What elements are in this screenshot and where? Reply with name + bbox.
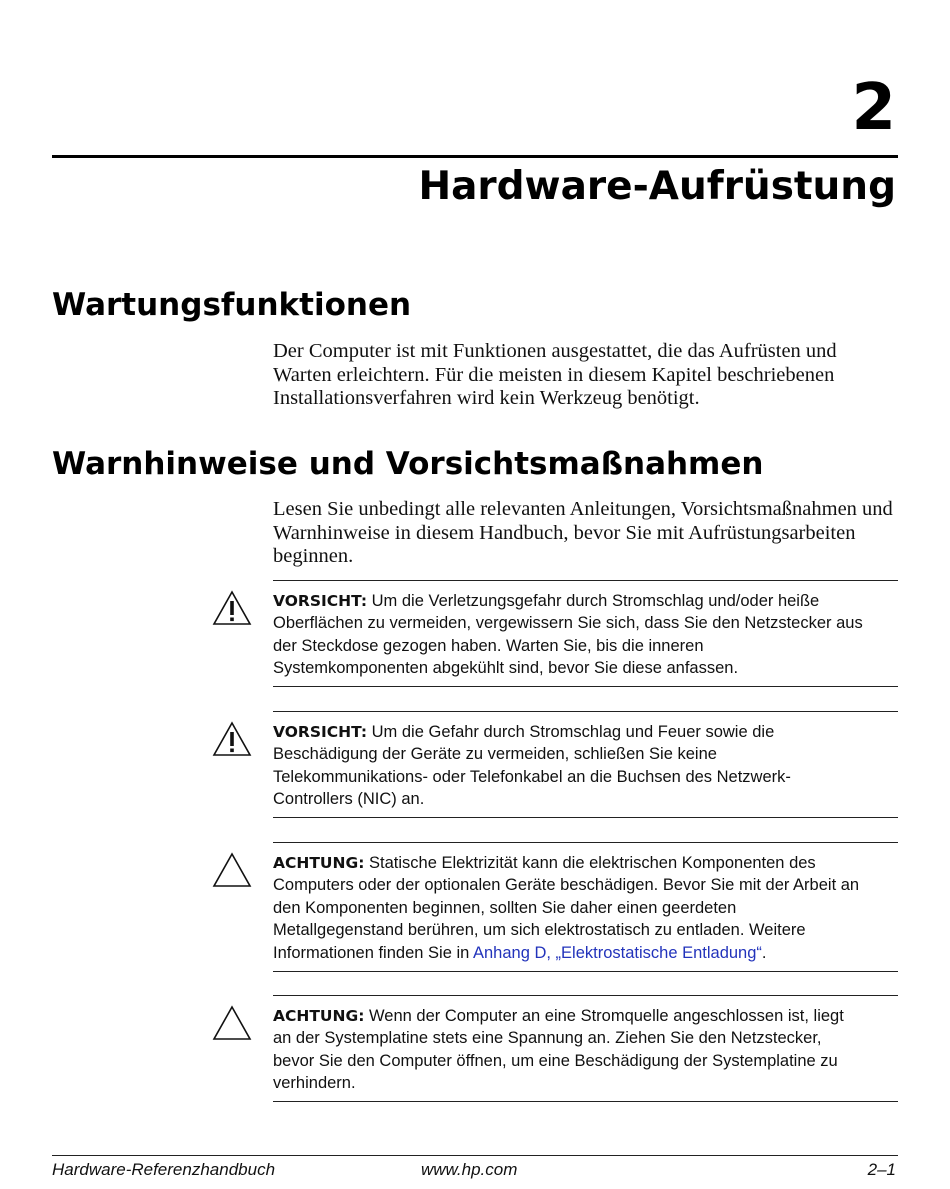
section-heading-warnhinweise: Warnhinweise und Vorsichtsmaßnahmen	[52, 446, 764, 482]
notice-rule-bottom	[273, 686, 898, 687]
chapter-title: Hardware-Aufrüstung	[418, 164, 896, 209]
notice-body: Um die Gefahr durch Stromschlag und Feuer sowie die Beschädigung der Geräte zu vermeiden, schließen Sie keine Telekommunikations- oder Telefonkabel an die Buchsen des Netzwerk-Controllers (NIC) an.	[273, 723, 791, 809]
chapter-rule	[52, 155, 898, 158]
footer-rule	[52, 1155, 898, 1156]
notice-suffix: .	[761, 943, 767, 962]
notice-rule-bottom	[273, 971, 898, 972]
notice-rule-top	[273, 711, 898, 712]
notice-rule-top	[273, 580, 898, 581]
caution-triangle-icon	[212, 852, 252, 888]
footer-website[interactable]: www.hp.com	[421, 1160, 518, 1179]
notice-rule-bottom	[273, 1101, 898, 1102]
section-paragraph-warnhinweise: Lesen Sie unbedingt alle relevanten Anleitungen, Vorsichtsmaßnahmen und Warnhinweise in diesem Handbuch, bevor Sie mit Aufrüstungsarbeiten beginnen.	[273, 498, 893, 567]
notice-rule-top	[273, 842, 898, 843]
notice-rule-top	[273, 995, 898, 996]
notice-text	[273, 852, 863, 964]
notice-text	[273, 590, 863, 680]
notice-label: ACHTUNG:	[273, 1007, 365, 1025]
warning-exclamation-icon	[212, 590, 252, 626]
notice-body: Statische Elektrizität kann die elektrischen Komponenten des Computers oder der optionalen Geräte beschädigen. Bevor Sie mit der Arbeit an den Komponenten beginnen, sollten Sie daher einen geerdeten Metallgegenstand berühren, um sich elektrostatisch zu entladen. Weitere Informationen finden Sie in	[273, 854, 860, 962]
notice-label: VORSICHT:	[273, 592, 368, 610]
notice-body: Wenn der Computer an eine Stromquelle angeschlossen ist, liegt an der Systemplatine stets eine Spannung an. Ziehen Sie den Netzstecker, bevor Sie den Computer öffnen, um eine Beschädigung der Systemplatine zu verhindern.	[273, 1007, 844, 1093]
warning-exclamation-icon	[212, 721, 252, 757]
section-paragraph-wartung: Der Computer ist mit Funktionen ausgestattet, die das Aufrüsten und Warten erleichtern. Für die meisten in diesem Kapitel beschriebenen Installationsverfahren wird kein Werkzeug benötigt.	[273, 340, 837, 409]
notice-rule-bottom	[273, 817, 898, 818]
notice-text	[273, 721, 863, 811]
notice-text	[273, 1005, 863, 1095]
caution-triangle-icon	[212, 1005, 252, 1041]
section-heading-wartung: Wartungsfunktionen	[52, 287, 412, 323]
footer-manual-title: Hardware-Referenzhandbuch	[52, 1160, 276, 1179]
notice-body: Um die Verletzungsgefahr durch Stromschlag und/oder heiße Oberflächen zu vermeiden, vergewissern Sie sich, dass Sie den Netzstecker aus der Steckdose gezogen haben. Warten Sie, bis die inneren Systemkomponenten abgekühlt sind, bevor Sie diese anfassen.	[273, 592, 863, 678]
notice-label: ACHTUNG:	[273, 854, 365, 872]
notice-label: VORSICHT:	[273, 723, 368, 741]
footer-page-number: 2–1	[867, 1160, 896, 1179]
appendix-d-link[interactable]: Anhang D, „Elektrostatische Entladung“	[472, 943, 762, 962]
chapter-number: 2	[851, 71, 896, 145]
